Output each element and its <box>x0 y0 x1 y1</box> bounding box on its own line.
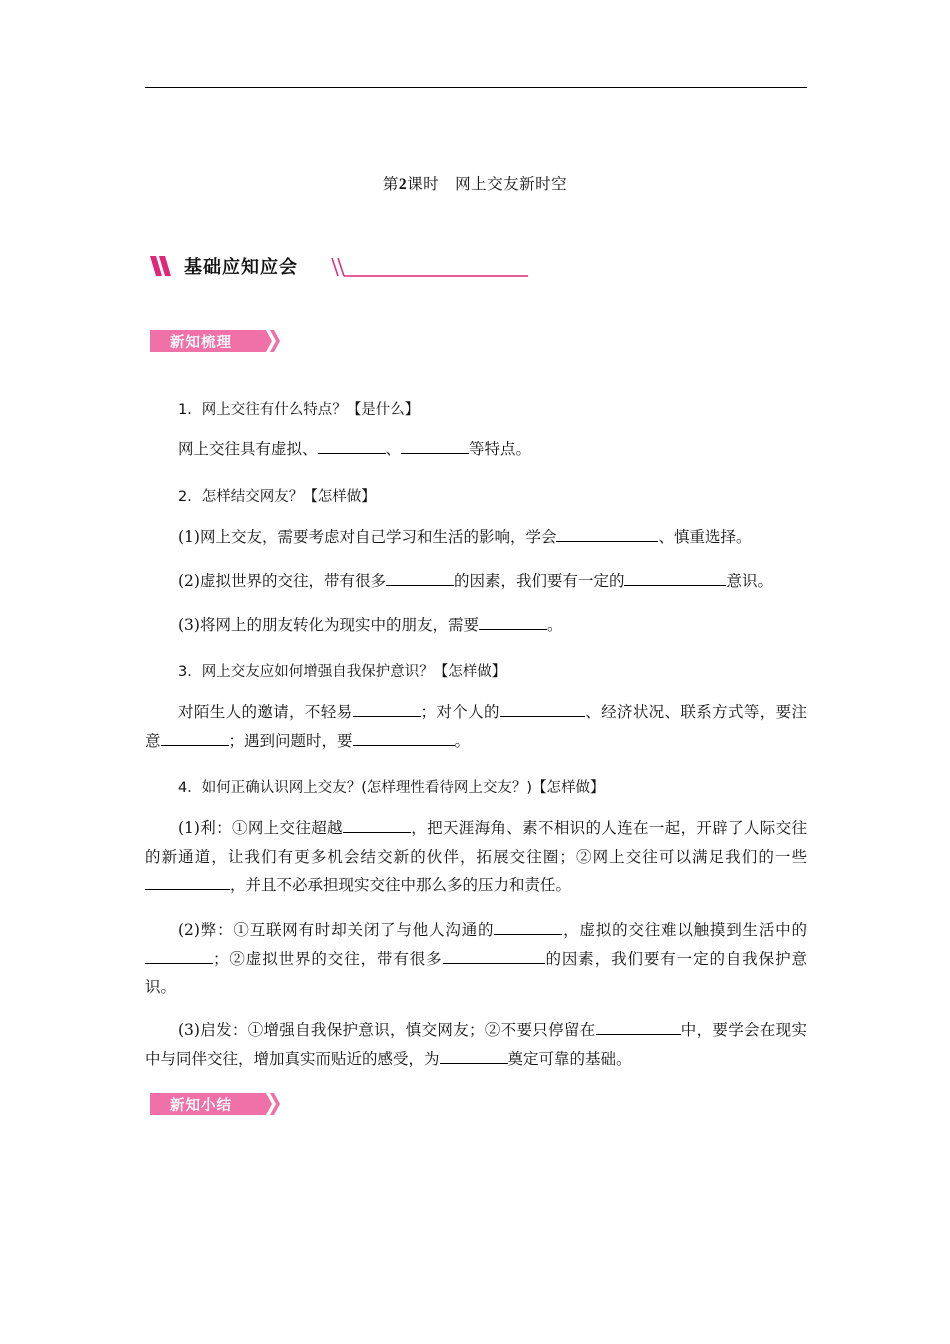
section-header <box>150 252 530 282</box>
tag-new-knowledge-summary: 新知小结 <box>150 1093 280 1115</box>
section-tail-decoration <box>330 256 530 278</box>
top-rule <box>145 87 807 88</box>
question-4-item-1: (1)利：①网上交往超越 ，把天涯海角、素不相识的人连在一起，开辟了人际交往的新通道，让我们有更多机会结交新的伙伴，拓展交往圈；②网上交往可以满足我们的一些，并且不必承担现实交往中那么多的压力和责任。 <box>145 814 807 900</box>
question-3-text: 对陌生人的邀请，不轻易 ；对个人的 、经济状况、联系方式等，要注意 ；遇到问题时，要 。 <box>145 698 807 755</box>
page-title: 第2课时 网上交友新时空 <box>382 175 568 193</box>
question-3-title: 3．网上交友应如何增强自我保护意识？【怎样做】 <box>178 664 507 680</box>
question-4-item-2: (2)弊：①互联网有时却关闭了与他人沟通的 ，虚拟的交往难以触摸到生活中的；②虚拟世界的交往，带有很多 的因素，我们要有一定的自我保护意识。 <box>145 916 807 1002</box>
question-2-item-1: (1)网上交友，需要考虑对自己学习和生活的影响，学会 、慎重选择。 <box>145 523 807 552</box>
question-4-item-3: (3)启发：①增强自我保护意识，慎交网友；②不要只停留在 中，要学会在现实中与同伴交往，增加真实而贴近的感受，为 奠定可靠的基础。 <box>145 1016 807 1073</box>
question-2-title: 2．怎样结交网友？【怎样做】 <box>178 489 376 505</box>
question-1-title: 1．网上交往有什么特点？【是什么】 <box>178 402 420 418</box>
question-4-title: 4．如何正确认识网上交友？(怎样理性看待网上交友？)【怎样做】 <box>178 780 605 796</box>
section-title: 基础应知应会 <box>184 257 298 278</box>
double-slash-icon <box>150 254 176 278</box>
question-1-text: 网上交往具有虚拟、 、 等特点。 <box>145 435 807 464</box>
tag-new-knowledge-review: 新知梳理 <box>150 330 280 352</box>
question-2-item-2: (2)虚拟世界的交往，带有很多 的因素，我们要有一定的 意识。 <box>145 567 807 596</box>
question-2-item-3: (3)将网上的朋友转化为现实中的朋友，需要 。 <box>145 611 807 640</box>
